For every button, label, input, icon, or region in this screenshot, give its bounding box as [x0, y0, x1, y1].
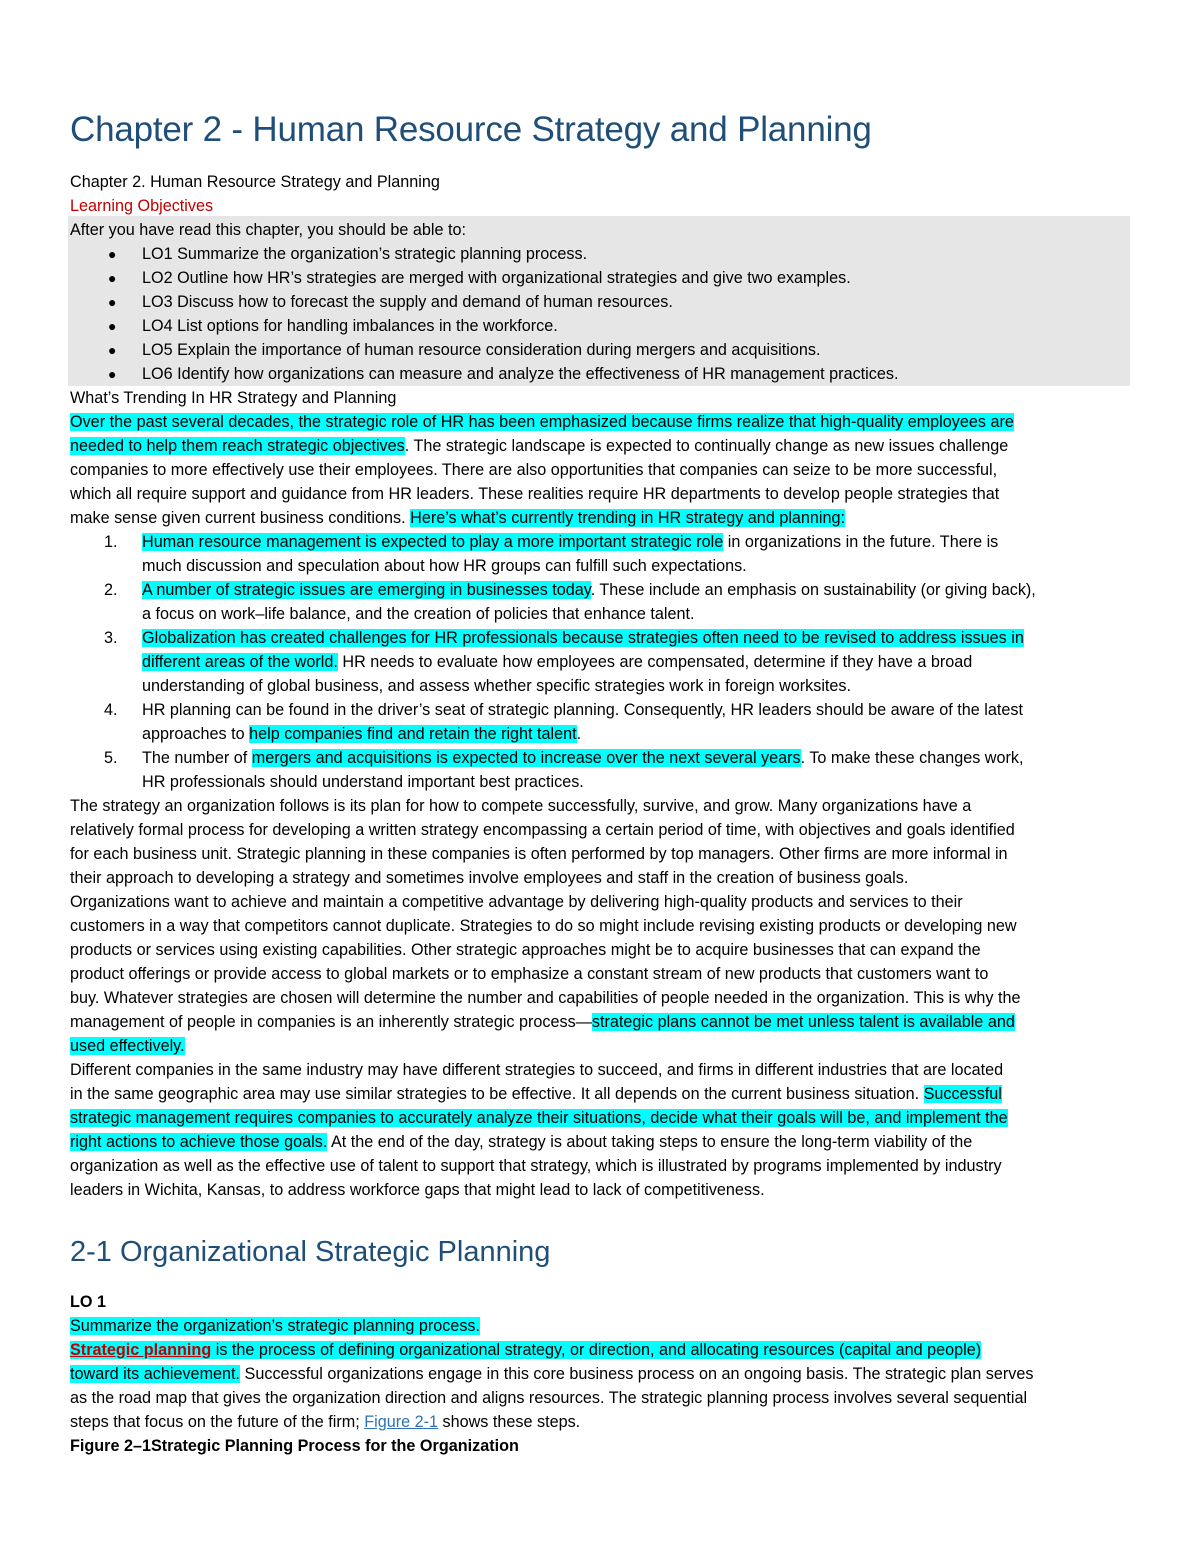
highlighted-text: strategic management requires companies to accurately analyze their situations, decide what their goals will be, and implement the — [70, 1109, 1008, 1127]
paragraph-line — [70, 506, 845, 530]
highlighted-text: strategic plans cannot be met unless talent is available and — [591, 1013, 1015, 1031]
bullet-icon: ● — [108, 342, 117, 358]
list-number: 1. — [104, 533, 118, 551]
figure-link[interactable]: Figure 2-1 — [364, 1413, 439, 1431]
text-run: management of people in companies is an inherently strategic process— — [70, 1013, 592, 1031]
strategic-planning-term-link[interactable]: Strategic planning — [70, 1341, 212, 1359]
text-run: . — [576, 725, 582, 743]
highlighted-text: needed to help them reach strategic objectives — [70, 437, 405, 455]
bullet-icon: ● — [108, 318, 117, 334]
trend-item — [142, 578, 1036, 602]
objective-item: LO2 Outline how HR’s strategies are merged with organizational strategies and give two examples. — [142, 269, 851, 287]
learning-objectives-label: Learning Objectives — [70, 197, 214, 215]
highlighted-text: Summarize the organization’s strategic planning process. — [70, 1317, 480, 1335]
list-number: 2. — [104, 581, 118, 599]
highlight-group — [70, 1341, 981, 1359]
highlighted-text: Globalization has created challenges for HR professionals because strategies often need to be revised to address issues in — [142, 629, 1024, 647]
trend-item — [142, 626, 1024, 650]
figure-caption: Figure 2–1Strategic Planning Process for the Organization — [70, 1437, 519, 1455]
text-run: approaches to — [142, 725, 250, 743]
objectives-intro: After you have read this chapter, you should be able to: — [70, 221, 466, 239]
text-run: The number of — [142, 749, 252, 767]
paragraph-line — [70, 1106, 1008, 1130]
text-run: shows these steps. — [438, 1413, 581, 1431]
text-run: in the same geographic area may use similar strategies to be effective. It all depends on the current business situation. — [70, 1085, 924, 1103]
paragraph-line: product offerings or provide access to global markets or to emphasize a constant stream of new products that customers want to — [70, 965, 989, 983]
text-run: . To make these changes work, — [800, 749, 1024, 767]
paragraph-line: buy. Whatever strategies are chosen will determine the number and capabilities of people needed in the organization. This is why the — [70, 989, 1021, 1007]
highlighted-text: toward its achievement. — [70, 1365, 241, 1383]
objective-item: LO3 Discuss how to forecast the supply and demand of human resources. — [142, 293, 673, 311]
paragraph-line: as the road map that gives the organization direction and aligns resources. The strategic planning process involves several sequential — [70, 1389, 1028, 1407]
paragraph-line: customers in a way that competitors cannot duplicate. Strategies to do so might include revising existing products or developing new — [70, 917, 1017, 935]
paragraph-line — [70, 1338, 981, 1362]
paragraph-line — [70, 1082, 1002, 1106]
highlighted-text: mergers and acquisitions is expected to increase over the next several years — [251, 749, 801, 767]
paragraph-line — [70, 1362, 1033, 1386]
text-run: At the end of the day, strategy is about taking steps to ensure the long-term viability of the — [327, 1133, 973, 1151]
chapter-line: Chapter 2. Human Resource Strategy and Planning — [70, 173, 440, 191]
list-number: 3. — [104, 629, 118, 647]
highlighted-text: used effectively. — [70, 1037, 185, 1055]
highlighted-text: A number of strategic issues are emerging in businesses today — [142, 581, 591, 599]
paragraph-line: products or services using existing capabilities. Other strategic approaches might be to acquire businesses that can expand the — [70, 941, 981, 959]
page-title: Chapter 2 - Human Resource Strategy and Planning — [70, 110, 872, 149]
paragraph-line — [70, 434, 1008, 458]
lo-summary — [70, 1314, 480, 1338]
highlighted-text: Human resource management is expected to play a more important strategic role — [142, 533, 724, 551]
highlighted-text: Here’s what’s currently trending in HR strategy and planning: — [410, 509, 846, 527]
text-run: in organizations in the future. There is — [723, 533, 999, 551]
paragraph-line: companies to more effectively use their employees. There are also opportunities that companies can seize to be more successful, — [70, 461, 998, 479]
paragraph-line: organization as well as the effective use of talent to support that strategy, which is illustrated by programs implemented by industry — [70, 1157, 1002, 1175]
paragraph-line: for each business unit. Strategic planning in these companies is often performed by top managers. Other firms are more informal in — [70, 845, 1008, 863]
highlighted-text: Over the past several decades, the strategic role of HR has been emphasized because firms realize that high-quality employees are — [70, 413, 1014, 431]
paragraph-line: Organizations want to achieve and maintain a competitive advantage by delivering high-quality products and services to their — [70, 893, 963, 911]
highlighted-text: different areas of the world. — [142, 653, 338, 671]
text-run: . These include an emphasis on sustainability (or giving back), — [590, 581, 1036, 599]
objective-item: LO1 Summarize the organization’s strategic planning process. — [142, 245, 588, 263]
paragraph-line: The strategy an organization follows is its plan for how to compete successfully, survive, and grow. Many organizations have a — [70, 797, 972, 815]
trend-item-continued: HR professionals should understand important best practices. — [142, 773, 584, 791]
text-run: Successful organizations engage in this core business process on an ongoing basis. The strategic plan serves — [240, 1365, 1034, 1383]
text-run: . The strategic landscape is expected to continually change as new issues challenge — [404, 437, 1009, 455]
paragraph-line: Different companies in the same industry may have different strategies to succeed, and firms in different industries that are located — [70, 1061, 1004, 1079]
trending-heading: What’s Trending In HR Strategy and Planning — [70, 389, 397, 407]
trend-item-continued — [142, 722, 581, 746]
paragraph-line — [70, 410, 1014, 434]
list-number: 4. — [104, 701, 118, 719]
trend-item-continued — [142, 650, 972, 674]
trend-item-continued: a focus on work–life balance, and the creation of policies that enhance talent. — [142, 605, 695, 623]
highlighted-text: right actions to achieve those goals. — [70, 1133, 328, 1151]
bullet-icon: ● — [108, 366, 117, 382]
highlighted-text: help companies find and retain the right talent — [249, 725, 577, 743]
paragraph-line — [70, 1034, 185, 1058]
bullet-icon: ● — [108, 246, 117, 262]
paragraph-line: which all require support and guidance from HR leaders. These realities require HR departments to develop people strategies that — [70, 485, 1000, 503]
trend-item-continued: understanding of global business, and assess whether specific strategies work in foreign worksites. — [142, 677, 852, 695]
highlighted-text: Successful — [923, 1085, 1002, 1103]
trend-item — [142, 746, 1024, 770]
text-run: make sense given current business conditions. — [70, 509, 411, 527]
paragraph-line: their approach to developing a strategy and sometimes involve employees and staff in the creation of business goals. — [70, 869, 909, 887]
trend-item-continued: much discussion and speculation about how HR groups can fulfill such expectations. — [142, 557, 747, 575]
paragraph-line — [70, 1410, 580, 1434]
paragraph-line — [70, 1130, 972, 1154]
list-number: 5. — [104, 749, 118, 767]
text-run: steps that focus on the future of the firm; — [70, 1413, 365, 1431]
bullet-icon: ● — [108, 270, 117, 286]
text-run: HR needs to evaluate how employees are compensated, determine if they have a broad — [337, 653, 973, 671]
paragraph-line — [70, 1010, 1015, 1034]
text-run: is the process of defining organizational strategy, or direction, and allocating resources (capital and people) — [211, 1341, 982, 1359]
lo-label: LO 1 — [70, 1293, 106, 1311]
paragraph-line: leaders in Wichita, Kansas, to address workforce gaps that might lead to lack of competitiveness. — [70, 1181, 765, 1199]
objective-item: LO4 List options for handling imbalances in the workforce. — [142, 317, 558, 335]
bullet-icon: ● — [108, 294, 117, 310]
objective-item: LO5 Explain the importance of human resource consideration during mergers and acquisitions. — [142, 341, 821, 359]
objective-item: LO6 Identify how organizations can measure and analyze the effectiveness of HR management practices. — [142, 365, 899, 383]
trend-item: HR planning can be found in the driver’s seat of strategic planning. Consequently, HR leaders should be aware of the latest — [142, 701, 1023, 719]
trend-item — [142, 530, 998, 554]
section-heading: 2-1 Organizational Strategic Planning — [70, 1236, 551, 1268]
paragraph-line: relatively formal process for developing a written strategy encompassing a certain period of time, with objectives and goals identified — [70, 821, 1015, 839]
